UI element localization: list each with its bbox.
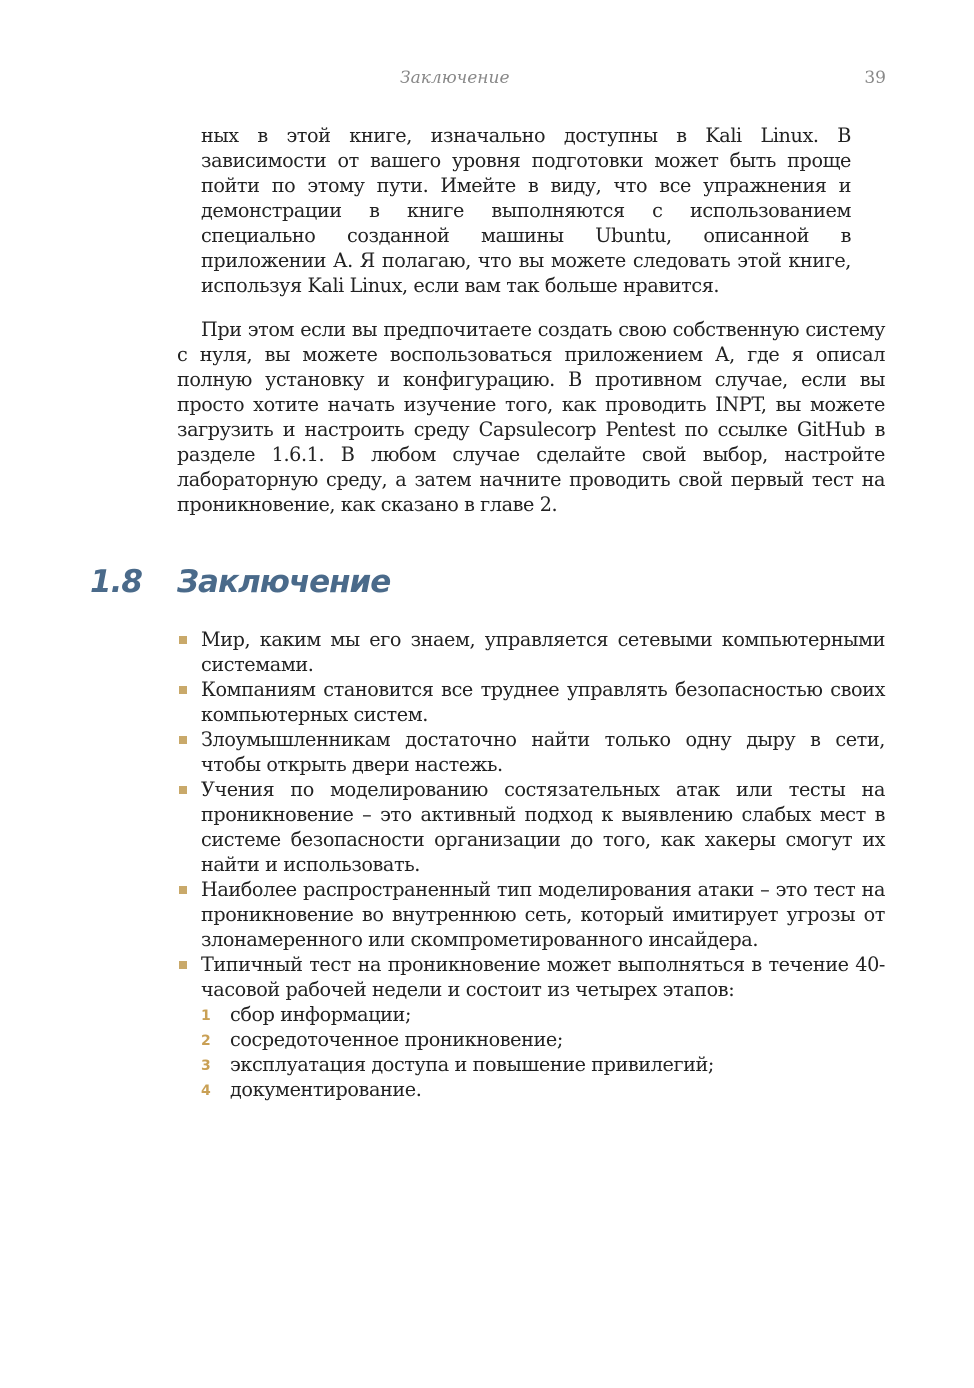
phase-item: 3 эксплуатация доступа и повышение привилегий;	[201, 1053, 714, 1076]
section-heading	[90, 564, 390, 600]
list-item: Мир, каким мы его знаем, управляется сетевыми компьютерными системами.	[177, 627, 885, 677]
phase-list	[201, 1002, 885, 1102]
list-item: Учения по моделированию состязательных атак или тесты на проникновение – это активный подход к выявлению слабых мест в системе безопасности организации до того, как хакеры смогут их найти и использовать.	[177, 777, 885, 877]
list-item: Наиболее распространенный тип моделирования атаки – это тест на проникновение во внутреннюю сеть, который имитирует угрозы от злонамеренного или скомпрометированного инсайдера.	[177, 877, 885, 952]
section-title: Заключение	[177, 564, 391, 600]
paragraph: При этом если вы предпочитаете создать свою собственную систему с нуля, вы можете воспользоваться приложением А, где я описал полную установку и конфигурацию. В противном случае, если вы просто хотите начать изучение того, как проводить INPT, вы можете загрузить и настроить среду Capsulecorp Pentest по ссылке GitHub в разделе 1.6.1. В любом случае сделайте свой выбор, настройте лабораторную среду, а затем начните проводить свой первый тест на проникновение, как сказано в главе 2.	[177, 318, 885, 516]
summary-list	[177, 627, 885, 1102]
page-number: 39	[864, 68, 886, 88]
phase-item: 4 документирование.	[201, 1078, 422, 1101]
phase-item: 2 сосредоточенное проникновение;	[201, 1028, 563, 1051]
bullet-square-icon	[179, 961, 187, 969]
list-item: Злоумышленникам достаточно найти только одну дыру в сети, чтобы открыть двери настежь.	[177, 727, 885, 777]
bullet-square-icon	[179, 736, 187, 744]
bullet-square-icon	[179, 636, 187, 644]
running-head-title: Заключение	[400, 68, 510, 88]
phase-item: 1 сбор информации;	[201, 1003, 412, 1026]
paragraph: ных в этой книге, изначально доступны в Kali Linux. В зависимости от вашего уровня подготовки может быть проще пойти по этому пути. Имейте в виду, что все упражнения и демонстрации в книге выполняются с использованием специально созданной машины Ubuntu, описанной в приложении А. Я полагаю, что вы можете следовать этой книге, используя Kali Linux, если вам так больше нравится.	[201, 124, 851, 297]
bullet-square-icon	[179, 786, 187, 794]
list-item: Типичный тест на проникновение может выполняться в течение 40-часовой рабочей недели и состоит из четырех этапов: 1 сбор информации; 2 сосредоточенное проникновение; 3 эксплуатация доступа и повышение привилегий; 4 документирование.	[177, 952, 885, 1102]
bullet-square-icon	[179, 886, 187, 894]
list-item: Компаниям становится все труднее управлять безопасностью своих компьютерных систем.	[177, 677, 885, 727]
section-number: 1.8	[90, 564, 142, 600]
bullet-square-icon	[179, 686, 187, 694]
